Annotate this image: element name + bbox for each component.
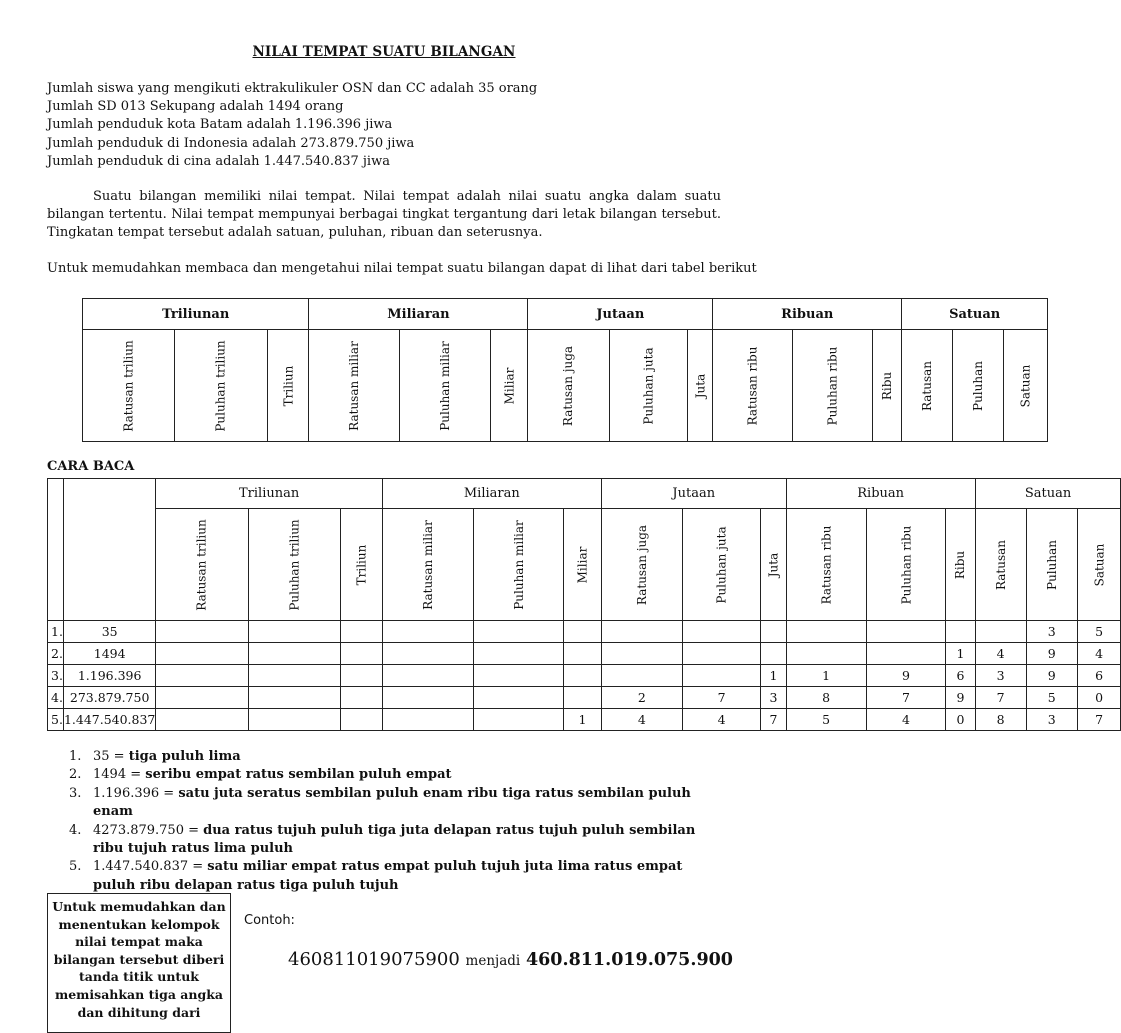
digit-cell: [682, 665, 760, 687]
row-number: 1.: [48, 621, 64, 643]
column-header-label: Puluhan juta: [641, 347, 656, 425]
digit-cell: [341, 621, 383, 643]
digit-cell: [248, 687, 340, 709]
digit-cell: [156, 709, 248, 731]
column-header: [400, 330, 491, 442]
column-header: [248, 509, 340, 621]
example-line: [288, 949, 733, 970]
column-header: [83, 330, 175, 442]
column-header: [175, 330, 267, 442]
digit-cell: [761, 643, 787, 665]
digit-cell: 7: [761, 709, 787, 731]
row-value: 1.447.540.837: [63, 709, 155, 731]
column-header: [761, 509, 787, 621]
table-row: [48, 665, 1121, 687]
group-header: Triliunan: [156, 479, 382, 509]
column-header: [473, 509, 564, 621]
column-header-label: Ratusan triliun: [121, 340, 136, 432]
column-header: [309, 330, 400, 442]
digit-cell: 3: [975, 665, 1026, 687]
digit-cell: 3: [761, 687, 787, 709]
digit-cell: 9: [866, 665, 946, 687]
column-header-label: Puluhan triliun: [287, 519, 302, 611]
digit-cell: 1: [761, 665, 787, 687]
digit-cell: [975, 621, 1026, 643]
digit-cell: 9: [946, 687, 975, 709]
reading-table: [47, 478, 1121, 731]
digit-cell: 1: [786, 665, 866, 687]
digit-cell: 8: [786, 687, 866, 709]
digit-cell: 4: [866, 709, 946, 731]
list-item: 1. 35 = tiga puluh lima: [69, 749, 241, 764]
digit-cell: [156, 643, 248, 665]
digit-cell: [564, 665, 602, 687]
digit-cell: [564, 643, 602, 665]
group-header: Miliaran: [309, 299, 528, 330]
digit-cell: [341, 643, 383, 665]
fact-line: Jumlah penduduk kota Batam adalah 1.196.396 jiwa: [47, 117, 393, 133]
column-header: [953, 330, 1004, 442]
column-header: [687, 330, 713, 442]
column-header: [872, 330, 901, 442]
list-item: 5. 1.447.540.837 = satu miliar empat ratus empat puluh tujuh juta lima ratus empat puluh ribu delapan ratus tiga puluh tujuh: [69, 859, 683, 893]
digit-cell: 0: [1077, 687, 1121, 709]
column-header: [793, 330, 873, 442]
column-header: [975, 509, 1026, 621]
list-item: 4. 4273.879.750 = dua ratus tujuh puluh tiga juta delapan ratus tujuh puluh sembilan ribu tujuh ratus lima puluh: [69, 822, 696, 857]
column-header: [786, 509, 866, 621]
column-header-label: Ratusan ribu: [819, 525, 834, 605]
digit-cell: 7: [975, 687, 1026, 709]
column-header-label: Puluhan juta: [714, 526, 729, 604]
digit-cell: 4: [601, 709, 682, 731]
column-header-label: Ratusan triliun: [195, 519, 210, 611]
column-header-label: Juta: [766, 552, 781, 578]
column-header-label: Ratusan juga: [634, 524, 649, 606]
digit-cell: [761, 621, 787, 643]
column-header: [713, 330, 793, 442]
column-header-label: Ribu: [953, 550, 968, 580]
column-header-label: Puluhan: [971, 361, 986, 411]
note-box: Untuk memudahkan dan menentukan kelompok nilai tempat maka bilangan tersebut diberi tanda titik untuk memisahkan tiga angka dan dihitung dari: [47, 893, 231, 1033]
digit-cell: 3: [1026, 709, 1077, 731]
example-formatted: 460.811.019.075.900: [525, 950, 733, 970]
column-header: [866, 509, 946, 621]
column-header-label: Ratusan: [920, 360, 935, 412]
reading-list: [47, 748, 727, 895]
digit-cell: 0: [946, 709, 975, 731]
column-header-label: Miliar: [502, 367, 517, 405]
digit-cell: 1: [564, 709, 602, 731]
digit-cell: 2: [601, 687, 682, 709]
digit-cell: 4: [1077, 643, 1121, 665]
group-header: Ribuan: [786, 479, 975, 509]
digit-cell: [156, 665, 248, 687]
column-header-label: Puluhan miliar: [511, 520, 526, 610]
place-value-table: [82, 298, 1048, 442]
digit-cell: 8: [975, 709, 1026, 731]
digit-cell: [382, 643, 473, 665]
column-header-label: Puluhan triliun: [214, 340, 229, 432]
list-item: 2. 1494 = seribu empat ratus sembilan puluh empat: [69, 767, 452, 783]
list-item: 3. 1.196.396 = satu juta seratus sembilan puluh enam ribu tiga ratus sembilan puluh enam: [69, 785, 691, 820]
table-row: [48, 687, 1121, 709]
digit-cell: 7: [682, 687, 760, 709]
column-header: [902, 330, 953, 442]
row-value: 273.879.750: [63, 687, 155, 709]
column-header: [156, 509, 248, 621]
column-header: [609, 330, 687, 442]
corner-cell: [48, 479, 64, 621]
digit-cell: [473, 665, 564, 687]
column-header-label: Satuan: [1018, 364, 1033, 408]
fact-line: Jumlah SD 013 Sekupang adalah 1494 orang: [47, 99, 344, 115]
column-header: [1004, 330, 1048, 442]
cara-baca-heading: CARA BACA: [47, 459, 135, 474]
example-label: Contoh:: [244, 913, 295, 928]
digit-cell: 9: [1026, 643, 1077, 665]
row-value: 35: [63, 621, 155, 643]
column-header: [267, 330, 309, 442]
row-number: 4.: [48, 687, 64, 709]
column-header-label: Triliun: [354, 544, 369, 586]
digit-cell: [248, 643, 340, 665]
digit-cell: 5: [1026, 687, 1077, 709]
digit-cell: [564, 687, 602, 709]
fact-line: Jumlah penduduk di cina adalah 1.447.540.837 jiwa: [47, 153, 390, 169]
digit-cell: [248, 621, 340, 643]
column-header-label: Ratusan ribu: [745, 346, 760, 426]
digit-cell: [341, 709, 383, 731]
digit-cell: 5: [1077, 621, 1121, 643]
digit-cell: [382, 621, 473, 643]
digit-cell: [601, 665, 682, 687]
digit-cell: 6: [946, 665, 975, 687]
column-header: [1077, 509, 1121, 621]
digit-cell: [866, 621, 946, 643]
digit-cell: [473, 687, 564, 709]
digit-cell: [341, 665, 383, 687]
digit-cell: [682, 643, 760, 665]
table-row: [48, 643, 1121, 665]
intro-text: Untuk memudahkan membaca dan mengetahui nilai tempat suatu bilangan dapat di lihat dari tabel berikut: [47, 261, 757, 276]
digit-cell: [382, 665, 473, 687]
column-header: [382, 509, 473, 621]
digit-cell: [473, 709, 564, 731]
digit-cell: 4: [682, 709, 760, 731]
digit-cell: [473, 643, 564, 665]
facts-list: [47, 80, 537, 171]
digit-cell: 3: [1026, 621, 1077, 643]
digit-cell: [382, 687, 473, 709]
column-header-label: Puluhan ribu: [825, 346, 840, 426]
group-header: Jutaan: [601, 479, 786, 509]
corner-cell: [63, 479, 155, 621]
column-header: [490, 330, 528, 442]
column-header: [341, 509, 383, 621]
column-header-label: Ratusan juga: [561, 345, 576, 427]
column-header-label: Ratusan miliar: [420, 520, 435, 610]
column-header: [682, 509, 760, 621]
digit-cell: [682, 621, 760, 643]
group-header: Miliaran: [382, 479, 601, 509]
digit-cell: 7: [866, 687, 946, 709]
column-header-label: Ratusan: [993, 539, 1008, 591]
digit-cell: 9: [1026, 665, 1077, 687]
digit-cell: 6: [1077, 665, 1121, 687]
digit-cell: [156, 621, 248, 643]
page-title: NILAI TEMPAT SUATU BILANGAN: [252, 44, 516, 60]
column-header-label: Puluhan: [1044, 540, 1059, 590]
column-header: [946, 509, 975, 621]
column-header: [1026, 509, 1077, 621]
digit-cell: 4: [975, 643, 1026, 665]
digit-cell: [156, 687, 248, 709]
column-header-label: Puluhan miliar: [437, 341, 452, 431]
group-header: Ribuan: [713, 299, 902, 330]
digit-cell: [382, 709, 473, 731]
digit-cell: 5: [786, 709, 866, 731]
digit-cell: [248, 709, 340, 731]
row-number: 2.: [48, 643, 64, 665]
group-header: Jutaan: [528, 299, 713, 330]
row-value: 1494: [63, 643, 155, 665]
table-row: [48, 709, 1121, 731]
digit-cell: [866, 643, 946, 665]
digit-cell: 7: [1077, 709, 1121, 731]
group-header: Triliunan: [83, 299, 309, 330]
column-header-label: Satuan: [1092, 543, 1107, 587]
column-header: [601, 509, 682, 621]
digit-cell: [601, 621, 682, 643]
column-header: [564, 509, 602, 621]
digit-cell: [786, 621, 866, 643]
column-header-label: Puluhan ribu: [898, 525, 913, 605]
digit-cell: [786, 643, 866, 665]
digit-cell: [341, 687, 383, 709]
column-header-label: Juta: [693, 373, 708, 399]
example-raw: 460811019075900: [288, 949, 460, 970]
column-header: [528, 330, 609, 442]
example-middle: menjadi: [465, 953, 521, 969]
digit-cell: [946, 621, 975, 643]
fact-line: Jumlah penduduk di Indonesia adalah 273.879.750 jiwa: [47, 135, 415, 151]
digit-cell: [473, 621, 564, 643]
fact-line: Jumlah siswa yang mengikuti ektrakulikuler OSN dan CC adalah 35 orang: [47, 81, 538, 96]
digit-cell: [564, 621, 602, 643]
column-header-label: Ribu: [880, 371, 895, 401]
digit-cell: [601, 643, 682, 665]
column-header-label: Miliar: [575, 546, 590, 584]
row-number: 5.: [48, 709, 64, 731]
group-header: Satuan: [975, 479, 1121, 509]
row-value: 1.196.396: [63, 665, 155, 687]
group-header: Satuan: [902, 299, 1048, 330]
column-header-label: Triliun: [281, 365, 296, 407]
table-row: [48, 621, 1121, 643]
column-header-label: Ratusan miliar: [347, 341, 362, 431]
explanation-paragraph: Suatu bilangan memiliki nilai tempat. Nilai tempat adalah nilai suatu angka dalam suatu bilangan tertentu. Nilai tempat mempunyai berbagai tingkat tergantung dari letak bilangan tersebut. Tingkatan tempat tersebut adalah satuan, puluhan, ribuan dan seterusnya.: [47, 189, 721, 241]
row-number: 3.: [48, 665, 64, 687]
digit-cell: [248, 665, 340, 687]
digit-cell: 1: [946, 643, 975, 665]
